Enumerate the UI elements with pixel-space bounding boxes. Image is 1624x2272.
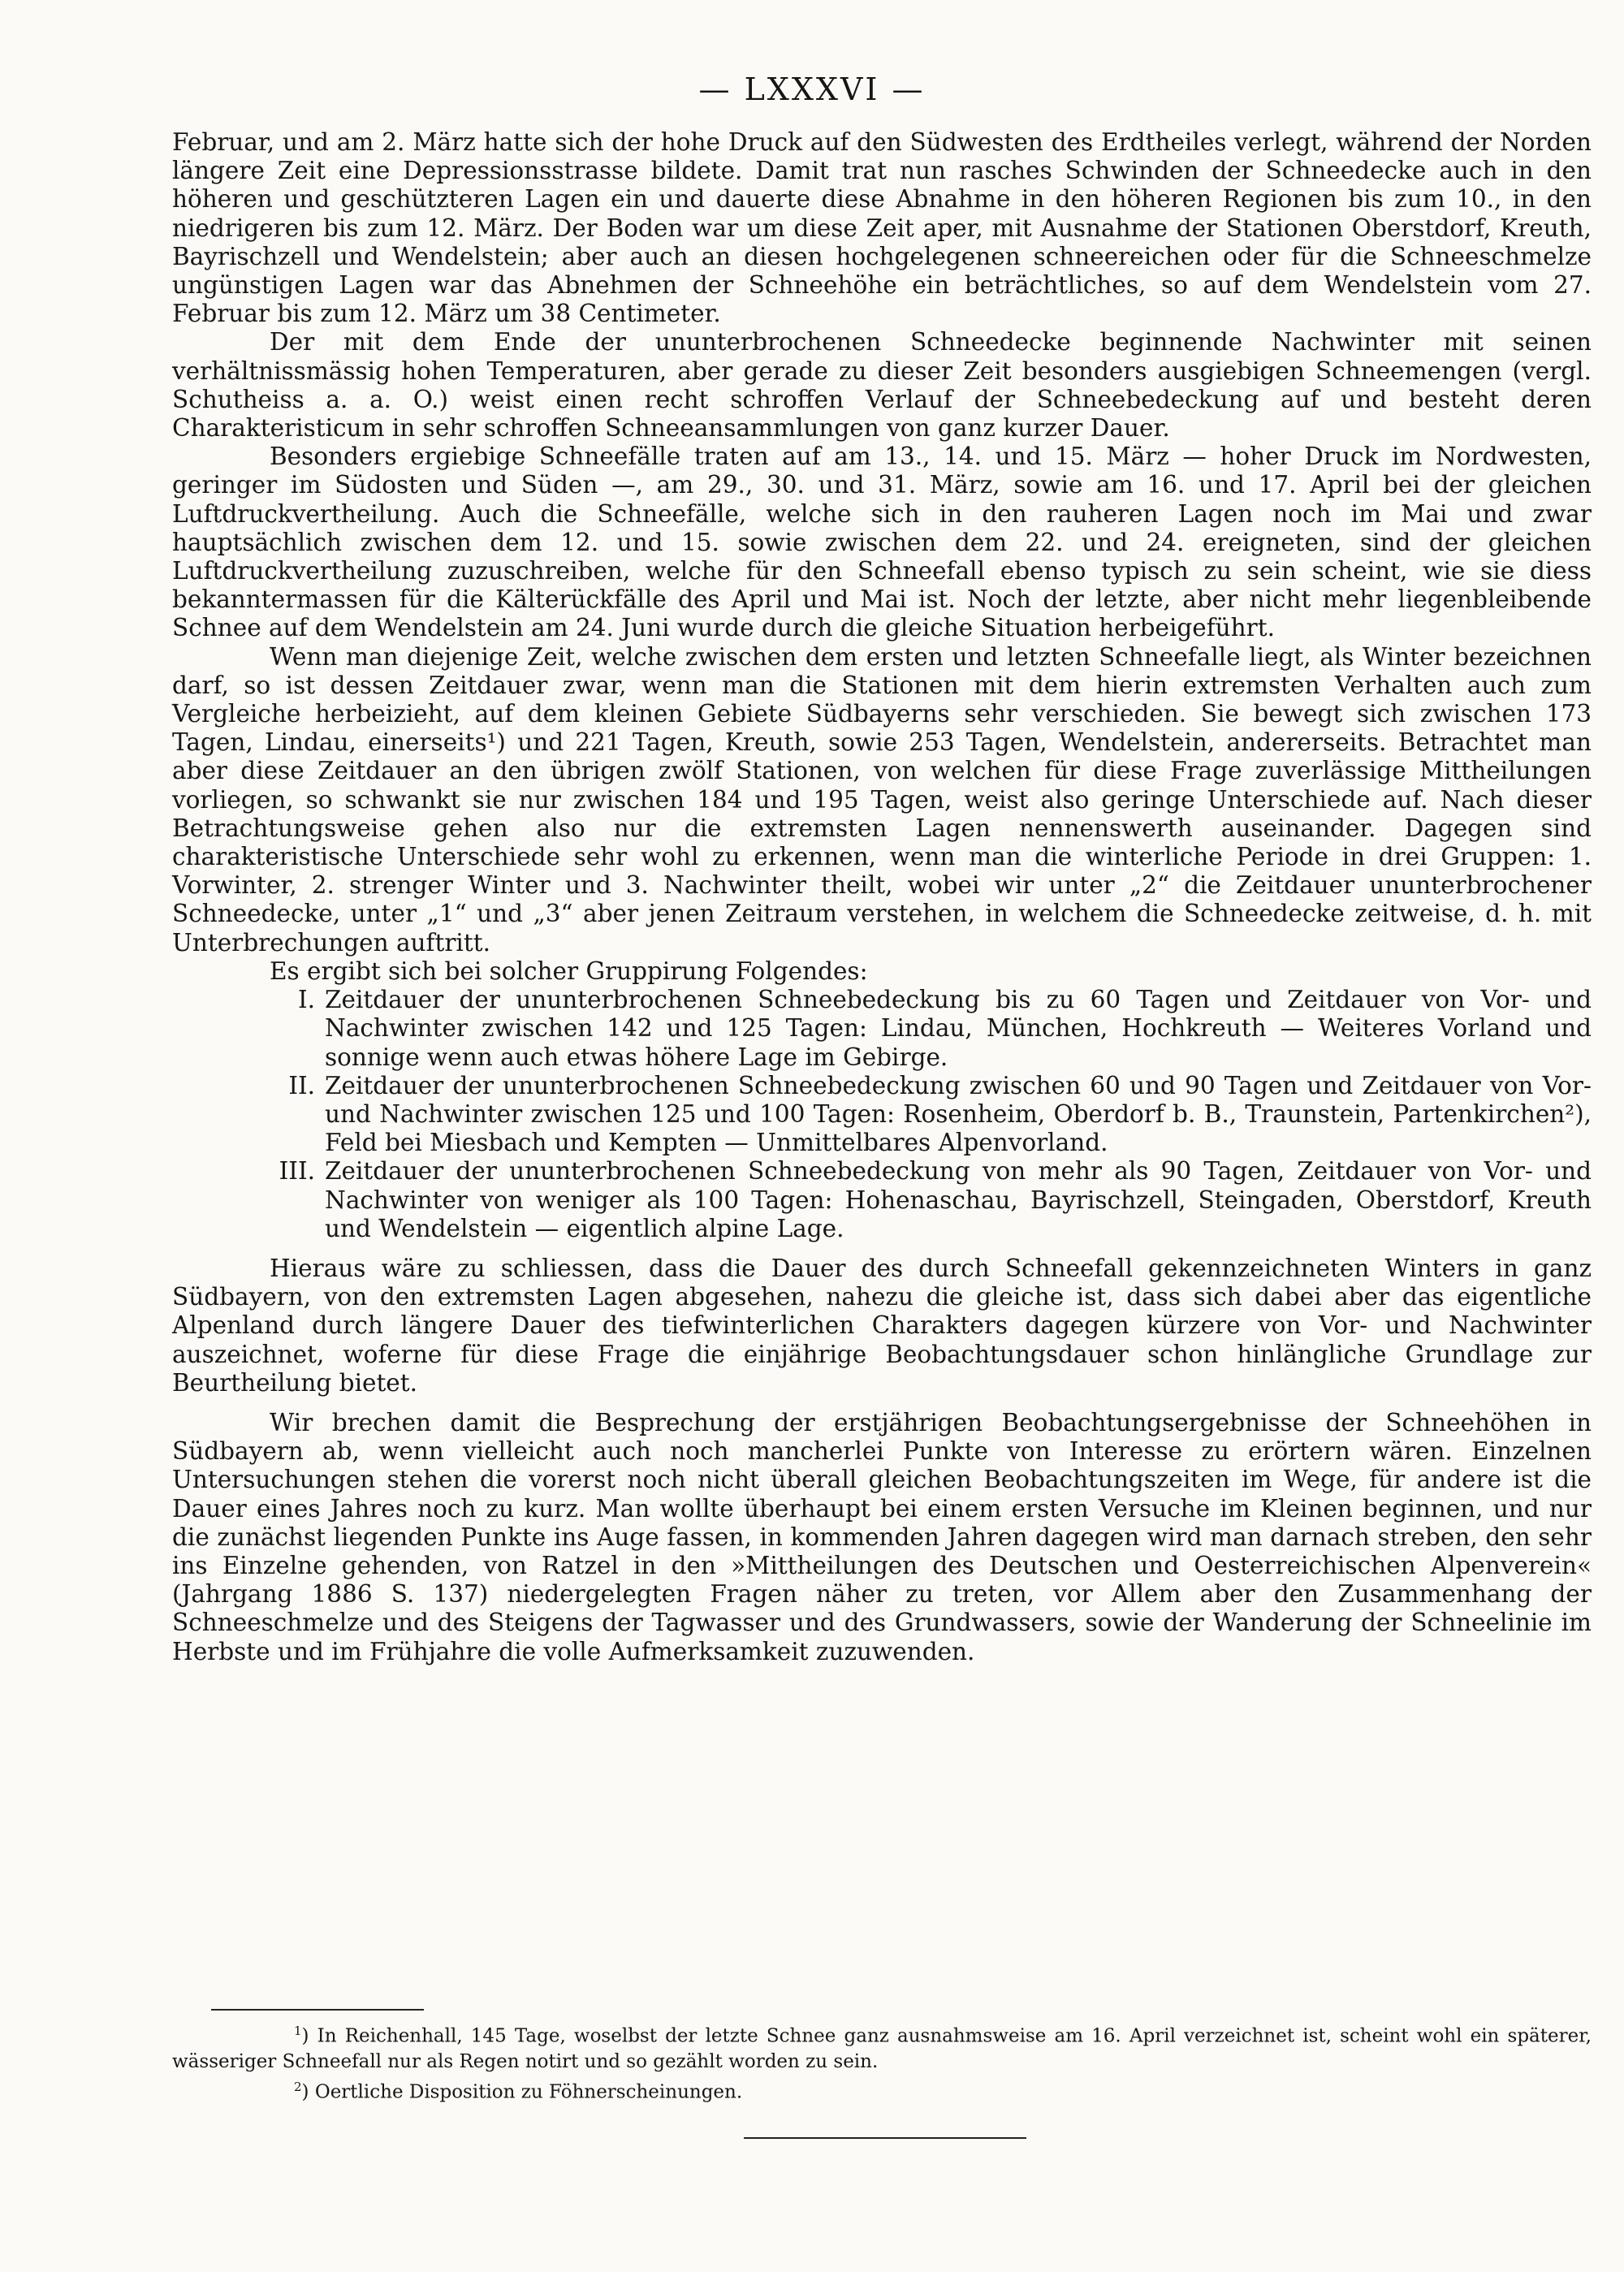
group-item	[172, 986, 1592, 1072]
paragraph: Besonders ergiebige Schneefälle traten auf am 13., 14. und 15. März — hoher Druck im Nordwesten, geringer im Südosten und Süden —, am 29., 30. und 31. März, sowie am 16. und 17. April bei der gleichen Luftdruckvertheilung. Auch die Schneefälle, welche sich in den rauheren Lagen noch im Mai und zwar hauptsächlich zwischen dem 12. und 15. sowie zwischen dem 22. und 24. ereigneten, sind der gleichen Luftdruckvertheilung zuzuschreiben, welche für den Schneefall ebenso typisch zu sein scheint, wie sie diess bekanntermassen für die Kälterückfälle des April und Mai ist. Noch der letzte, aber nicht mehr liegenbleibende Schnee auf dem Wendelstein am 24. Juni wurde durch die gleiche Situation herbeigeführt.	[172, 443, 1592, 642]
paragraph: Wir brechen damit die Besprechung der erstjährigen Beobachtungsergebnisse der Schneehöhen in Südbayern ab, wenn vielleicht auch noch mancherlei Punkte von Interesse zu erörtern wären. Einzelnen Untersuchungen stehen die vorerst noch nicht überall gleichen Beobachtungszeiten im Wege, für andere ist die Dauer eines Jahres noch zu kurz. Man wollte überhaupt bei einem ersten Versuche im Kleinen beginnen, und nur die zunächst liegenden Punkte ins Auge fassen, in kommenden Jahren dagegen wird man darnach streben, den sehr ins Einzelne gehenden, von Ratzel in den »Mittheilungen des Deutschen und Oesterreichischen Alpenverein« (Jahrgang 1886 S. 137) niedergelegten Fragen näher zu treten, vor Allem aber den Zusammenhang der Schneeschmelze und des Steigens der Tagwasser und des Grundwassers, sowie der Wanderung der Schneelinie im Herbste und im Frühjahre die volle Aufmerksamkeit zuzuwenden.	[172, 1408, 1592, 1665]
paragraph: Hieraus wäre zu schliessen, dass die Dauer des durch Schneefall gekennzeichneten Winters in ganz Südbayern, von den extremsten Lagen abgesehen, nahezu die gleiche ist, dass sich dabei aber das eigentliche Alpenland durch längere Dauer des tiefwinterlichen Charakters dagegen kürzere von Vor- und Nachwinter auszeichnet, woferne für diese Frage die einjährige Beobachtungsdauer schon hinlängliche Grundlage zur Beurtheilung bietet.	[172, 1254, 1592, 1397]
footnotes	[172, 2019, 1592, 2105]
body-text	[172, 128, 1592, 1666]
group-list	[172, 986, 1592, 1243]
paragraph: Der mit dem Ende der ununterbrochenen Schneedecke beginnende Nachwinter mit seinen verhältnissmässig hohen Temperaturen, aber gerade zu dieser Zeit besonders ausgiebigen Schneemengen (vergl. Schutheiss a. a. O.) weist einen recht schroffen Verlauf der Schneebedeckung auf und besteht deren Charakteristicum in sehr schroffen Schneeansammlungen von ganz kurzer Dauer.	[172, 328, 1592, 443]
footnote-text: In Reichenhall, 145 Tage, woselbst der letzte Schnee ganz ausnahmsweise am 16. April verzeichnet ist, scheint wohl ein späterer, wässeriger Schneefall nur als Regen notirt und so gezählt worden zu sein.	[172, 2025, 1592, 2072]
paragraph: Februar, und am 2. März hatte sich der hohe Druck auf den Südwesten des Erdtheiles verlegt, während der Norden längere Zeit eine Depressionsstrasse bildete. Damit trat nun rasches Schwinden der Schneedecke auch in den höheren und geschützteren Lagen ein und dauerte diese Abnahme in den höheren Regionen bis zum 10., in den niedrigeren bis zum 12. März. Der Boden war um diese Zeit aper, mit Ausnahme der Stationen Oberstdorf, Kreuth, Bayrischzell und Wendelstein; aber auch an diesen hochgelegenen schneereichen oder für die Schneeschmelze ungünstigen Lagen war das Abnehmen der Schneehöhe ein beträchtliches, so auf dem Wendelstein vom 27. Februar bis zum 12. März um 38 Centimeter.	[172, 128, 1592, 328]
end-divider	[744, 2137, 1026, 2139]
footnote-mark: 1	[294, 2024, 302, 2038]
group-number: II.	[288, 1071, 315, 1099]
group-number: I.	[297, 986, 315, 1014]
footnote-mark: 2	[294, 2079, 302, 2094]
group-text: Zeitdauer der ununterbrochenen Schneebedeckung zwischen 60 und 90 Tagen und Zeitdauer von Vor- und Nachwinter zwischen 125 und 100 Tagen: Rosenheim, Oberdorf b. B., Traunstein, Partenkirchen²), Feld bei Miesbach und Kempten — Unmittelbares Alpenvorland.	[325, 1071, 1592, 1157]
group-number: III.	[279, 1157, 315, 1186]
paragraph: Wenn man diejenige Zeit, welche zwischen dem ersten und letzten Schneefalle liegt, als Winter bezeichnen darf, so ist dessen Zeitdauer zwar, wenn man die Stationen mit dem hierin extremsten Verhalten auch zum Vergleiche herbeizieht, auf dem kleinen Gebiete Südbayerns sehr verschieden. Sie bewegt sich zwischen 173 Tagen, Lindau, einerseits¹) und 221 Tagen, Kreuth, sowie 253 Tagen, Wendelstein, andererseits. Betrachtet man aber diese Zeitdauer an den übrigen zwölf Stationen, von welchen für diese Frage zuverlässige Mittheilungen vorliegen, so schwankt sie nur zwischen 184 und 195 Tagen, weist also geringe Unterschiede auf. Nach dieser Betrachtungsweise gehen also nur die extremsten Lagen nennenswerth auseinander. Dagegen sind charakteristische Unterschiede sehr wohl zu erkennen, wenn man die winterliche Periode in drei Gruppen: 1. Vorwinter, 2. strenger Winter und 3. Nachwinter theilt, wobei wir unter „2“ die Zeitdauer ununterbrochener Schneedecke, unter „1“ und „3“ aber jenen Zeitraum verstehen, in welchem die Schneedecke zeitweise, d. h. mit Unterbrechungen auftritt.	[172, 642, 1592, 957]
group-text: Zeitdauer der ununterbrochenen Schneebedeckung bis zu 60 Tagen und Zeitdauer von Vor- und Nachwinter zwischen 142 und 125 Tagen: Lindau, München, Hochkreuth — Weiteres Vorland und sonnige wenn auch etwas höhere Lage im Gebirge.	[325, 986, 1592, 1071]
group-item	[172, 1157, 1592, 1243]
footnote: $^1$) In Reichenhall, 145 Tage, woselbst der letzte Schnee ganz ausnahmsweise am 16. April verzeichnet ist, scheint wohl ein späterer, wässeriger Schneefall nur als Regen notirt und so gezählt worden zu sein.	[172, 2024, 1592, 2072]
paragraph: Es ergibt sich bei solcher Gruppirung Folgendes:	[270, 957, 868, 985]
footnote-divider	[211, 2009, 424, 2011]
footnote-text: Oertliche Disposition zu Föhnerscheinungen.	[314, 2081, 743, 2103]
group-text: Zeitdauer der ununterbrochenen Schneebedeckung von mehr als 90 Tagen, Zeitdauer von Vor- und Nachwinter von weniger als 100 Tagen: Hohenaschau, Bayrischzell, Steingaden, Oberstdorf, Kreuth und Wendelstein — eigentlich alpine Lage.	[325, 1157, 1592, 1242]
footnote: $^2$) Oertliche Disposition zu Föhnerscheinungen.	[294, 2079, 743, 2103]
group-item	[172, 1072, 1592, 1158]
page-number: — LXXXVI —	[698, 71, 926, 107]
